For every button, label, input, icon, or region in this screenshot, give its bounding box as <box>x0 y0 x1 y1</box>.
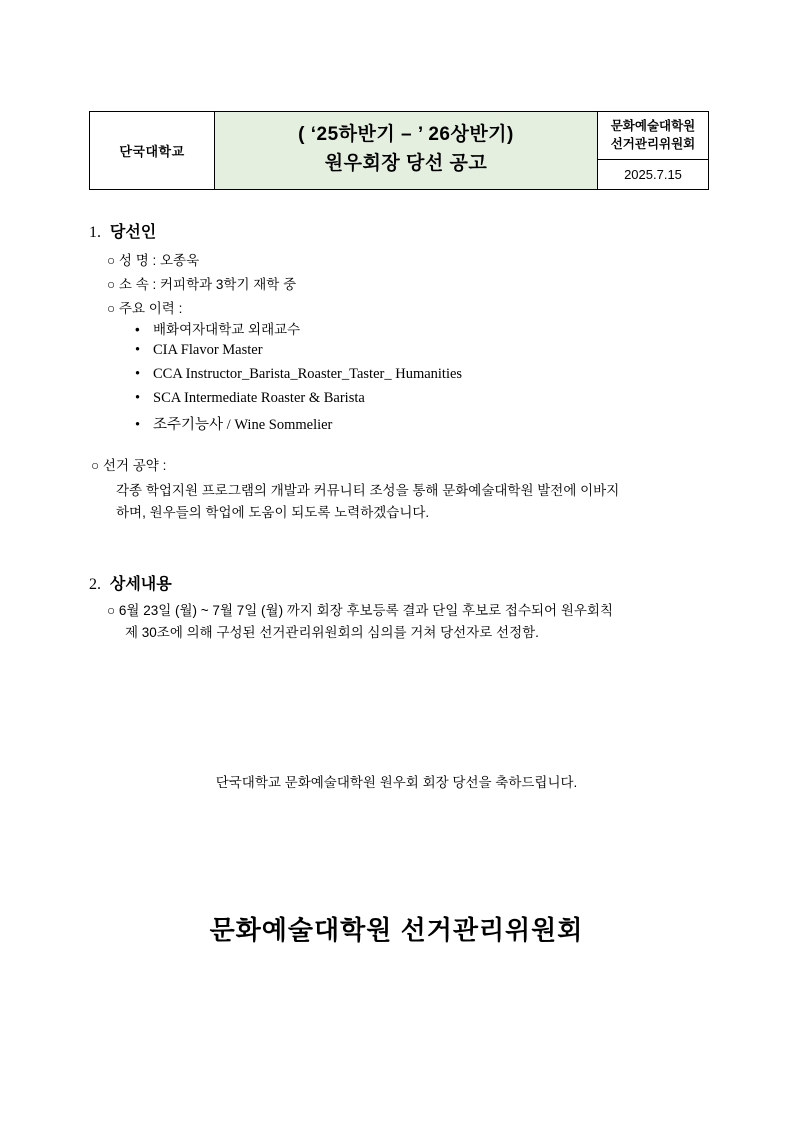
header-row <box>90 112 709 190</box>
career-item-3 <box>135 390 365 407</box>
candidate-name-line: ○ 성 명 : 오종욱 <box>107 253 200 268</box>
notice-title-cell <box>215 112 598 190</box>
footer-organization: 문화예술대학원 선거관리위원회 <box>209 915 584 945</box>
career-item-3-text: SCA Intermediate Roaster & Barista <box>153 390 365 406</box>
bullet-icon: • <box>135 390 141 406</box>
bullet-icon: • <box>135 342 141 358</box>
career-item-2-text: CCA Instructor_Barista_Roaster_Taster_ Humanities <box>153 366 463 382</box>
committee-name-line2: 선거관리위원회 <box>610 137 696 152</box>
notice-date: 2025.7.15 <box>624 167 682 183</box>
section-2-number: 2. <box>89 576 101 593</box>
congratulation-note: 단국대학교 문화예술대학원 원우회 회장 당선을 축하드립니다. <box>215 775 578 790</box>
bullet-icon: • <box>135 366 141 382</box>
candidate-career-label: ○ 주요 이력 : <box>107 301 183 316</box>
university-name-cell: 단국대학교 <box>90 112 215 190</box>
career-item-0 <box>135 318 300 338</box>
pledge-label: ○ 선거 공약 : <box>91 458 167 473</box>
committee-name-line1: 문화예술대학원 <box>610 119 696 133</box>
committee-name <box>598 112 708 160</box>
career-item-4 <box>135 413 332 434</box>
pledge-text <box>116 480 726 525</box>
notice-title-line2: 원우회장 당선 공고 <box>324 152 488 174</box>
career-item-0-text: 배화여자대학교 외래교수 <box>153 322 301 337</box>
bullet-icon: • <box>135 417 141 433</box>
career-item-1-text: CIA Flavor Master <box>153 342 263 358</box>
pledge-text-line2: 하며, 원우들의 학업에 도움이 되도록 노력하겠습니다. <box>116 505 430 521</box>
section-1-title: 당선인 <box>109 224 157 241</box>
committee-cell <box>598 112 709 190</box>
section-2-title: 상세내용 <box>109 576 172 593</box>
detail-text-line1: ○ 6월 23일 (월) ~ 7월 7일 (월) 까지 회장 후보등록 결과 단일 후보로 접수되어 원우회칙 <box>107 603 614 618</box>
career-item-1 <box>135 342 263 359</box>
detail-text-line2: 제 30조에 의해 구성된 선거관리위원회의 심의를 거쳐 당선자로 선정함. <box>125 625 539 641</box>
candidate-affiliation-line: ○ 소 속 : 커피학과 3학기 재학 중 <box>107 277 297 292</box>
bullet-icon: • <box>135 322 140 337</box>
notice-title-line1: ( ‘25하반기 – ’ 26상반기) <box>298 124 514 146</box>
section-1-number: 1. <box>89 224 101 241</box>
section-2-heading <box>89 571 172 594</box>
career-item-4-text: 조주기능사 / Wine Sommelier <box>153 417 333 433</box>
pledge-text-line1: 각종 학업지원 프로그램의 개발과 커뮤니티 조성을 통해 문화예술대학원 발전에 이바지 <box>116 483 620 498</box>
section-1-heading <box>89 219 156 242</box>
header-table <box>89 111 709 190</box>
detail-text <box>107 600 747 645</box>
career-item-2 <box>135 366 462 383</box>
